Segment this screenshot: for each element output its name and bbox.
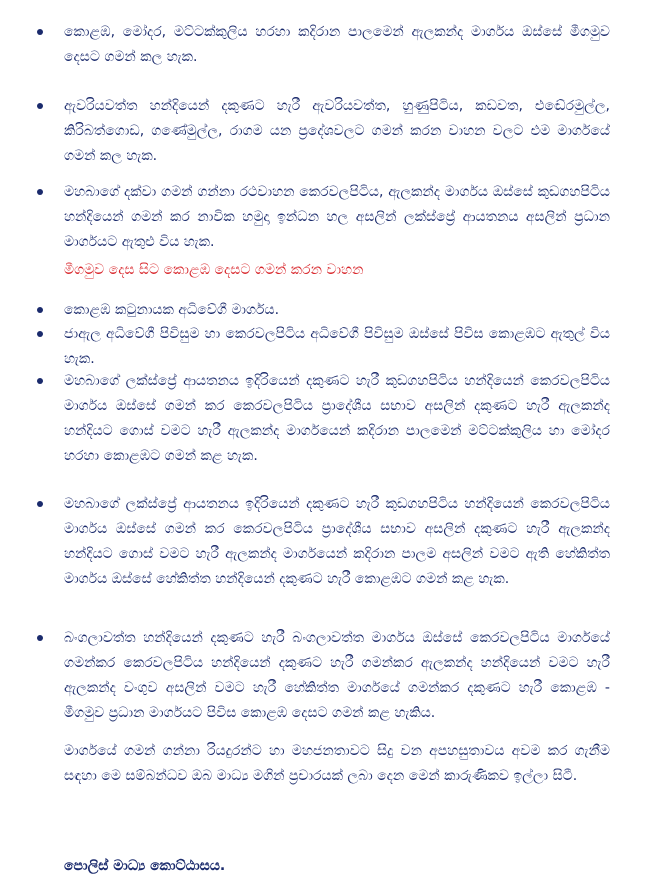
bullet-text: බංගලාවත්ත හන්දියෙන් දකුණට හැරී බංගලාවත්ත මාර්ගය ඔස්සේ කෙරවලපිටිය මාර්ගයේ ගමන්කර කෙරවලපිටිය හන්දියෙන් දකුණට හැරී ගමන්කර ඇලකන්ද හන්දියෙන් වමට හැරී ඇලකන්ද වංගුව අසලින් වමට හැරී හේකිත්ත මාර්ගයේ ගමන්කර දකුණට හැරී කොළඹ - මීගමුව ප්‍රධාන මාර්ගයට පිවිස කොළඹ දෙසට ගමන් කළ හැකිය. <box>64 630 610 721</box>
bullet-text: ඇවරියවත්ත හන්දියෙන් දකුණට හැරී ඇවරියවත්ත, හුණුපිටිය, කඩවත, එඬේරමුල්ල, කිරිබත්ගොඩ, ගණේමුල්ල, රාගම යන ප්‍රදේශවලට ගමන් කරන වාහන වලට එම මාර්ගයේ ගමන් කල හැක. <box>64 98 610 164</box>
bullet-item <box>0 322 650 372</box>
closing-paragraph: මාර්ගයේ ගමන් ගන්නා රියදුරන්ට හා මහජනතාවට සිදු වන අපහසුතාවය අවම කර ගැනීම සඳහා මෙ සම්බන්ධව ඔබ මාධ්‍ය මගින් ප්‍රචාරයක් ලබා දෙන මෙන් කාරුණිකව ඉල්ලා සිටී. <box>64 743 610 784</box>
bullet-icon <box>37 103 43 109</box>
bullet-text: ජාඇල අධිවේගී පිවිසුම හා කෙරවලපිටිය අධිවේගී පිවිසුම ඔස්සේ පිවිස කොළඹට ඇතුල් විය හැක. <box>64 326 610 367</box>
bullet-icon <box>37 29 43 35</box>
bullet-item <box>0 298 650 323</box>
bullet-item <box>0 369 650 469</box>
bullet-item <box>0 20 650 70</box>
signature: පොලිස් මාධ්‍ය කොට්ඨාසය. <box>64 858 226 874</box>
bullet-icon <box>37 307 43 313</box>
bullet-item <box>0 180 650 255</box>
bullet-icon <box>37 189 43 195</box>
bullet-text: මහබාගේ දක්වා ගමන් ගන්නා රථවාහන කෙරවලපිටිය, ඇලකන්ද මාර්ගය ඔස්සේ කුඩගහපිටිය හන්දියෙන් ගමන් කර නාවික හමුදා ඉන්ධන හල අසලින් ලක්ස්ප්‍රේ ආයතනය අසලින් ප්‍රධාන මාර්ගයට ඇතුළු විය හැක. <box>64 184 610 250</box>
bullet-text: කොළඹ කටුනායක අධිවේගී මාර්ගය. <box>64 302 280 318</box>
bullet-icon <box>37 331 43 337</box>
bullet-item <box>0 94 650 169</box>
bullet-item <box>0 492 650 592</box>
bullet-item <box>0 626 650 726</box>
bullet-text: කොළඹ, මෝදර, මට්ටක්කුලිය හරහා කදිරාන පාලමෙන් ඇලකන්ද මාර්ගය ඔස්සේ මීගමුව දෙසට ගමන් කල හැක. <box>64 24 610 65</box>
bullet-icon <box>37 378 43 384</box>
bullet-icon <box>37 635 43 641</box>
bullet-text: මහබාගේ ලක්ස්ප්‍රේ ආයතනය ඉදිරියෙන් දකුණට හැරී කුඩගහපිටිය හන්දියෙන් කෙරවලපිටිය මාර්ගය ඔස්සේ ගමන් කර කෙරවලපිටිය ප්‍රාදේශීය සභාව අසලින් දකුණට හැරී ඇලකන්ද හන්දියට ගොස් වමට හැරී ඇලකන්ද මාර්ගයෙන් කදිරාන පාලමෙන් මට්ටක්කුලිය හා මෝදර හරහා කොළඹට ගමන් කළ හැක. <box>64 373 610 464</box>
section-heading: මීගමුව දෙස සිට කොළඹ දෙසට ගමන් කරන වාහන <box>64 262 364 278</box>
bullet-text: මහබාගේ ලක්ස්ප්‍රේ ආයතනය ඉදිරියෙන් දකුණට හැරී කුඩගහපිටිය හන්දියෙන් කෙරවලපිටිය මාර්ගය ඔස්සේ ගමන් කර කෙරවලපිටිය ප්‍රාදේශීය සභාව අසලින් දකුණට හැරී ඇලකන්ද හන්දියට ගොස් වමට හැරී ඇලකන්ද මාර්ගයෙන් කදිරාන පාලම අසලින් වමට ඇති හේකිත්ත මාර්ගය ඔස්සේ හේකිත්ත හන්දියෙන් දකුණට හැරී කොළඹට ගමන් කළ හැක. <box>64 496 610 587</box>
bullet-icon <box>37 501 43 507</box>
